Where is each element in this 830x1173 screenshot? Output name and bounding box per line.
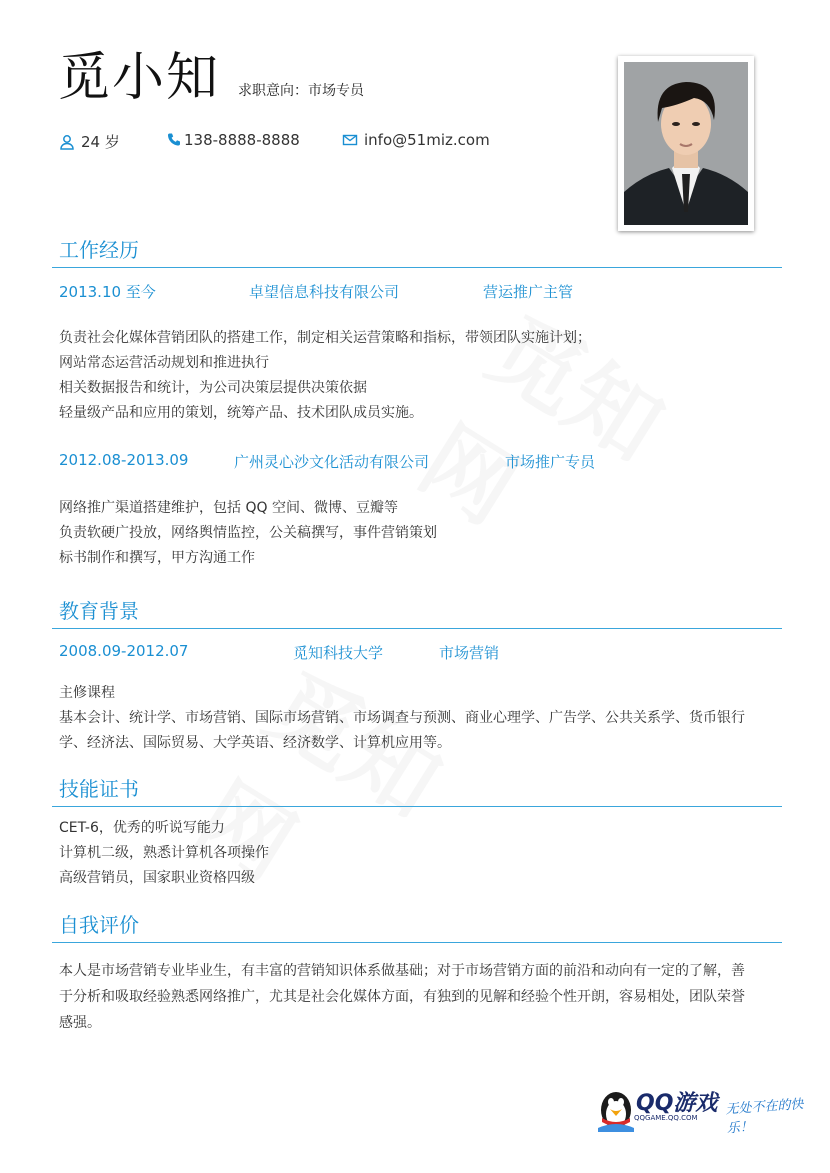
work-company: 广州灵心沙文化活动有限公司 — [234, 453, 430, 471]
edu-major: 市场营销 — [439, 644, 500, 662]
divider — [52, 942, 782, 943]
work-company: 卓望信息科技有限公司 — [249, 283, 400, 301]
work-period: 2012.08-2013.09 — [59, 451, 189, 469]
self-eval-line: 于分析和吸取经验熟悉网络推广，尤其是社会化媒体方面，有独到的见解和经验个性开朗，容易相处，团队荣誉 — [59, 989, 745, 1005]
user-icon — [59, 134, 75, 150]
courses-title: 主修课程 — [59, 685, 115, 701]
work-role: 营运推广主管 — [483, 283, 574, 301]
self-eval-text — [59, 958, 789, 1036]
duty-line: 负责社会化媒体营销团队的搭建工作，制定相关运营策略和指标，带领团队实施计划； — [59, 330, 591, 346]
penguin-icon — [596, 1082, 636, 1132]
logo-brand: QQ游戏 — [636, 1091, 718, 1116]
email-value: info@51miz.com — [364, 131, 490, 149]
phone-value: 138-8888-8888 — [184, 131, 300, 149]
phone-icon — [166, 132, 182, 148]
edu-school: 觅知科技大学 — [293, 644, 384, 662]
qqgame-logo — [596, 1080, 826, 1140]
duty-line: 轻量级产品和应用的策划，统筹产品、技术团队成员实施。 — [59, 405, 423, 421]
section-title-skills: 技能证书 — [59, 777, 139, 801]
logo-domain: QQGAME.QQ.COM — [634, 1114, 698, 1122]
age-info — [59, 131, 120, 152]
job-intent: 求职意向：市场专员 — [238, 83, 364, 99]
divider — [52, 628, 782, 629]
work-duties — [59, 496, 437, 571]
edu-period: 2008.09-2012.07 — [59, 642, 189, 660]
self-eval-line: 感强。 — [59, 1015, 101, 1031]
logo-slogan: 无处不在的快乐！ — [725, 1097, 804, 1137]
skill-item: 计算机二级，熟悉计算机各项操作 — [59, 845, 269, 861]
email-info — [342, 131, 490, 149]
skill-item: CET-6，优秀的听说写能力 — [59, 820, 225, 836]
divider — [52, 806, 782, 807]
duty-line: 相关数据报告和统计，为公司决策层提供决策依据 — [59, 380, 367, 396]
section-title-work: 工作经历 — [59, 238, 139, 262]
skills-list — [59, 816, 269, 891]
age-value: 24 岁 — [81, 133, 120, 151]
skill-item: 高级营销员，国家职业资格四级 — [59, 870, 255, 886]
profile-photo — [624, 62, 748, 225]
duty-line: 网站常态运营活动规划和推进执行 — [59, 355, 269, 371]
duty-line: 标书制作和撰写，甲方沟通工作 — [59, 550, 255, 566]
section-title-education: 教育背景 — [59, 599, 139, 623]
section-title-self-eval: 自我评价 — [59, 913, 139, 937]
work-duties — [59, 326, 591, 426]
divider — [52, 267, 782, 268]
profile-photo-frame — [618, 56, 754, 231]
candidate-name: 觅小知 — [58, 48, 221, 108]
phone-info — [166, 131, 300, 149]
work-role: 市场推广专员 — [505, 453, 596, 471]
duty-line: 负责软硬广投放，网络舆情监控，公关稿撰写，事件营销策划 — [59, 525, 437, 541]
courses-line: 基本会计、统计学、市场营销、国际市场营销、市场调查与预测、商业心理学、广告学、公共关系学、货币银行 — [59, 710, 745, 726]
edu-courses — [59, 681, 745, 756]
courses-line: 学、经济法、国际贸易、大学英语、经济数学、计算机应用等。 — [59, 735, 451, 751]
self-eval-line: 本人是市场营销专业毕业生，有丰富的营销知识体系做基础；对于市场营销方面的前沿和动向有一定的了解，善 — [59, 963, 745, 979]
mail-icon — [342, 132, 358, 148]
duty-line: 网络推广渠道搭建维护，包括 QQ 空间、微博、豆瓣等 — [59, 500, 398, 516]
work-period: 2013.10 至今 — [59, 283, 156, 301]
